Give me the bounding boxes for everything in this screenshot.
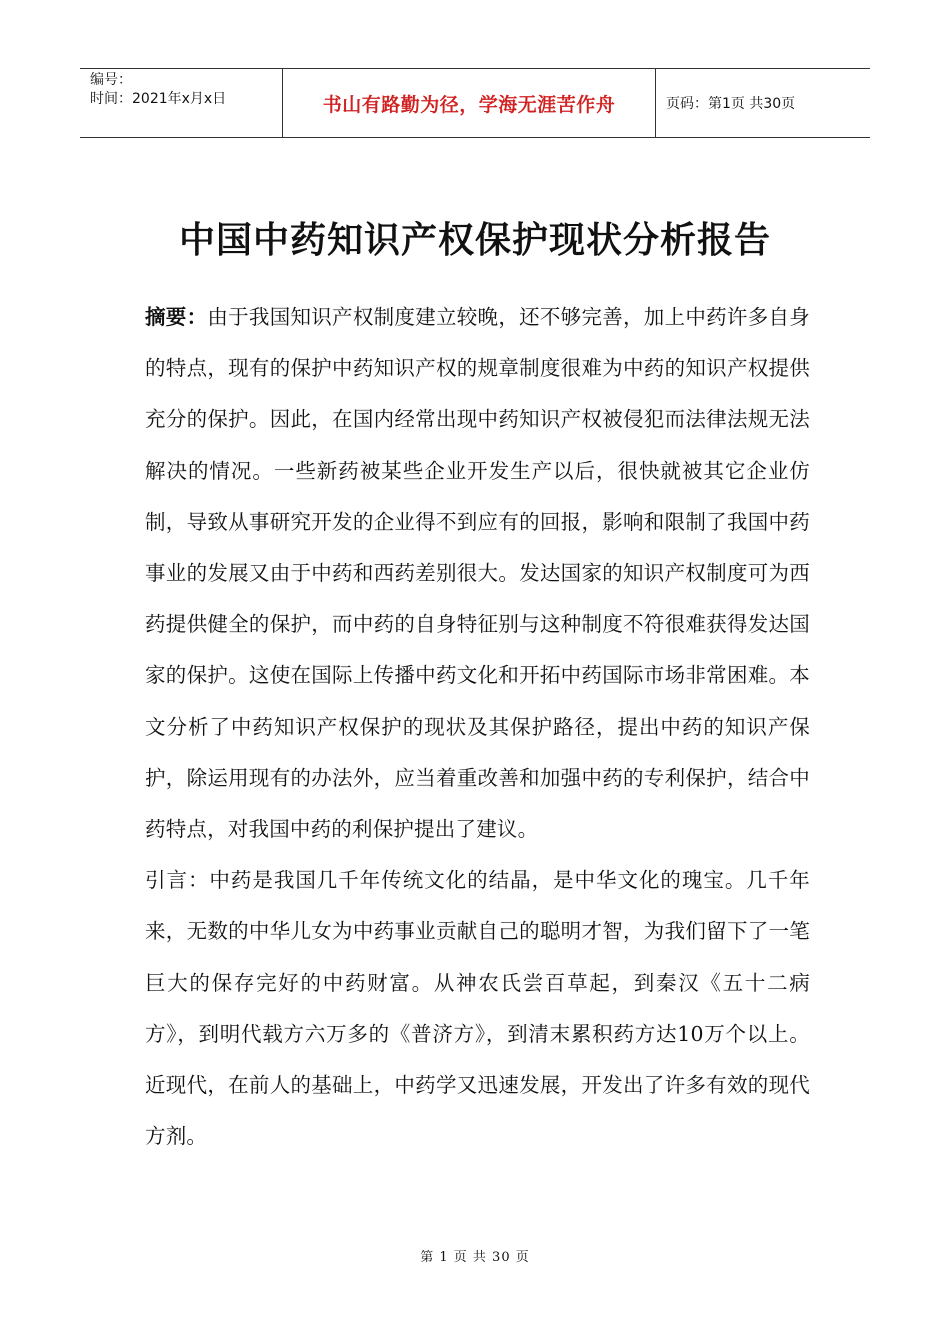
document-body xyxy=(145,292,810,1162)
abstract-paragraph xyxy=(145,292,810,855)
page-footer: 第 1 页 共 30 页 xyxy=(420,1250,530,1265)
abstract-lead: 摘要： xyxy=(145,305,208,329)
abstract-text: 由于我国知识产权制度建立较晚，还不够完善，加上中药许多自身的特点，现有的保护中药知识产权的规章制度很难为中药的知识产权提供充分的保护。因此，在国内经常出现中药知识产权被侵犯而法律法规无法解决的情况。一些新药被某些企业开发生产以后，很快就被其它企业仿制，导致从事研究开发的企业得不到应有的回报，影响和限制了我国中药事业的发展又由于中药和西药差别很大。发达国家的知识产权制度可为西药提供健全的保护，而中药的自身特征别与这种制度不符很难获得发达国家的保护。这使在国际上传播中药文化和开拓中药国际市场非常困难。本文分析了中药知识产权保护的现状及其保护路径，提出中药的知识产保护，除运用现有的办法外，应当着重改善和加强中药的专利保护，结合中药特点，对我国中药的利保护提出了建议。 xyxy=(145,305,810,842)
header-motto: 书山有路勤为径，学海无涯苦作舟 xyxy=(283,69,656,137)
intro-paragraph: 引言：中药是我国几千年传统文化的结晶，是中华文化的瑰宝。几千年来，无数的中华儿女为中药事业贡献自己的聪明才智，为我们留下了一笔巨大的保存完好的中药财富。从神农氏尝百草起，到秦汉《五十二病方》，到明代载方六万多的《普济方》，到清末累积药方达10万个以上。近现代，在前人的基础上，中药学又迅速发展，开发出了许多有效的现代方剂。 xyxy=(145,868,810,1149)
header-meta xyxy=(80,69,283,137)
header-page-info: 页码：第1页 共30页 xyxy=(666,96,796,112)
document-title: 中国中药知识产权保护现状分析报告 xyxy=(178,220,771,261)
time-label: 时间：2021年x月x日 xyxy=(90,91,227,107)
number-label: 编号： xyxy=(90,72,132,88)
page-header xyxy=(80,68,870,138)
